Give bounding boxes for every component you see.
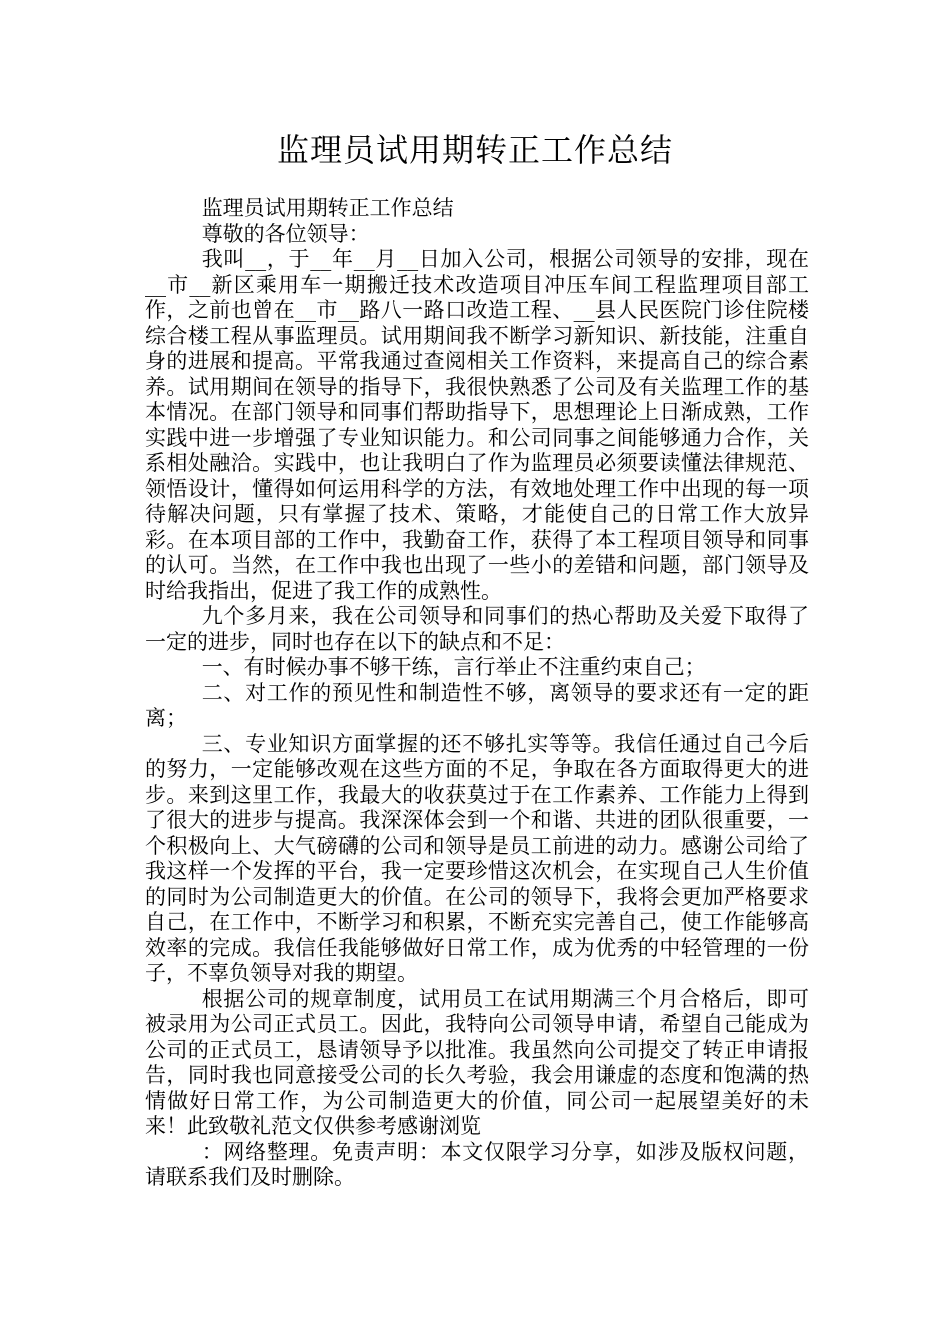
paragraph-disclaimer: ：网络整理。免责声明：本文仅限学习分享，如涉及版权问题，请联系我们及时删除。 bbox=[145, 1139, 809, 1189]
paragraph-shortcoming-2: 二、对工作的预见性和制造性不够，离领导的要求还有一定的距离； bbox=[145, 680, 809, 730]
paragraph-salutation: 尊敬的各位领导： bbox=[201, 221, 370, 246]
document-title: 监理员试用期转正工作总结 bbox=[276, 131, 673, 169]
paragraph-shortcoming-1: 一、有时候办事不够干练，言行举止不注重约束自己； bbox=[201, 655, 706, 679]
document-body bbox=[145, 196, 809, 1191]
paragraph-shortcoming-3: 三、专业知识方面掌握的还不够扎实等等。我信任通过自己今后的努力，一定能够改观在这些方面的不足，争取在各方面取得更大的进步。来到这里工作，我最大的收获莫过于在工作素养、工作能力上得到了很大的进步与提高。我深深体会到一个和谐、共进的团队很重要，一个积极向上、大气磅礴的公司和领导是员工前进的动力。感谢公司给了我这样一个发挥的平台，我一定要珍惜这次机会，在实现自己人生价值的同时为公司制造更大的价值。在公司的领导下，我将会更加严格要求自己，在工作中，不断学习和积累，不断充实完善自己，使工作能够高效率的完成。我信任我能够做好日常工作，成为优秀的中轻管理的一份子，不辜负领导对我的期望。 bbox=[145, 731, 809, 985]
paragraph-application: 根据公司的规章制度，试用员工在试用期满三个月合格后，即可被录用为公司正式员工。因此，我特向公司领导申请，希望自己能成为公司的正式员工，恳请领导予以批准。我虽然向公司提交了转正申请报告，同时我也同意接受公司的长久考验，我会用谦虚的态度和饱满的热情做好日常工作，为公司制造更大的价值，同公司一起展望美好的未来！此致敬礼范文仅供参考感谢浏览 bbox=[145, 986, 809, 1138]
paragraph-heading-repeat: 监理员试用期转正工作总结 bbox=[201, 196, 454, 220]
paragraph-shortcomings-intro: 九个多月来，我在公司领导和同事们的热心帮助及关爱下取得了一定的进步，同时也存在以下的缺点和不足： bbox=[145, 604, 809, 654]
paragraph-introduction: 我叫__，于__年__月__日加入公司，根据公司领导的安排，现在__市__新区乘用车一期搬迁技术改造项目冲压车间工程监理项目部工作，之前也曾在__市__路八一路口改造工程、__县人民医院门诊住院楼综合楼工程从事监理员。试用期间我不断学习新知识、新技能，注重自身的进展和提高。平常我通过查阅相关工作资料，来提高自己的综合素养。试用期间在领导的指导下，我很快熟悉了公司及有关监理工作的基本情况。在部门领导和同事们帮助指导下，思想理论上日渐成熟，工作实践中进一步增强了专业知识能力。和公司同事之间能够通力合作，关系相处融洽。实践中，也让我明白了作为监理员必须要读懂法律规范、领悟设计，懂得如何运用科学的方法，有效地处理工作中出现的每一项待解决问题，只有掌握了技术、策略，才能使自己的日常工作大放异彩。在本项目部的工作中，我勤奋工作，获得了本工程项目领导和同事的认可。当然，在工作中我也出现了一些小的差错和问题，部门领导及时给我指出，促进了我工作的成熟性。 bbox=[145, 247, 809, 603]
